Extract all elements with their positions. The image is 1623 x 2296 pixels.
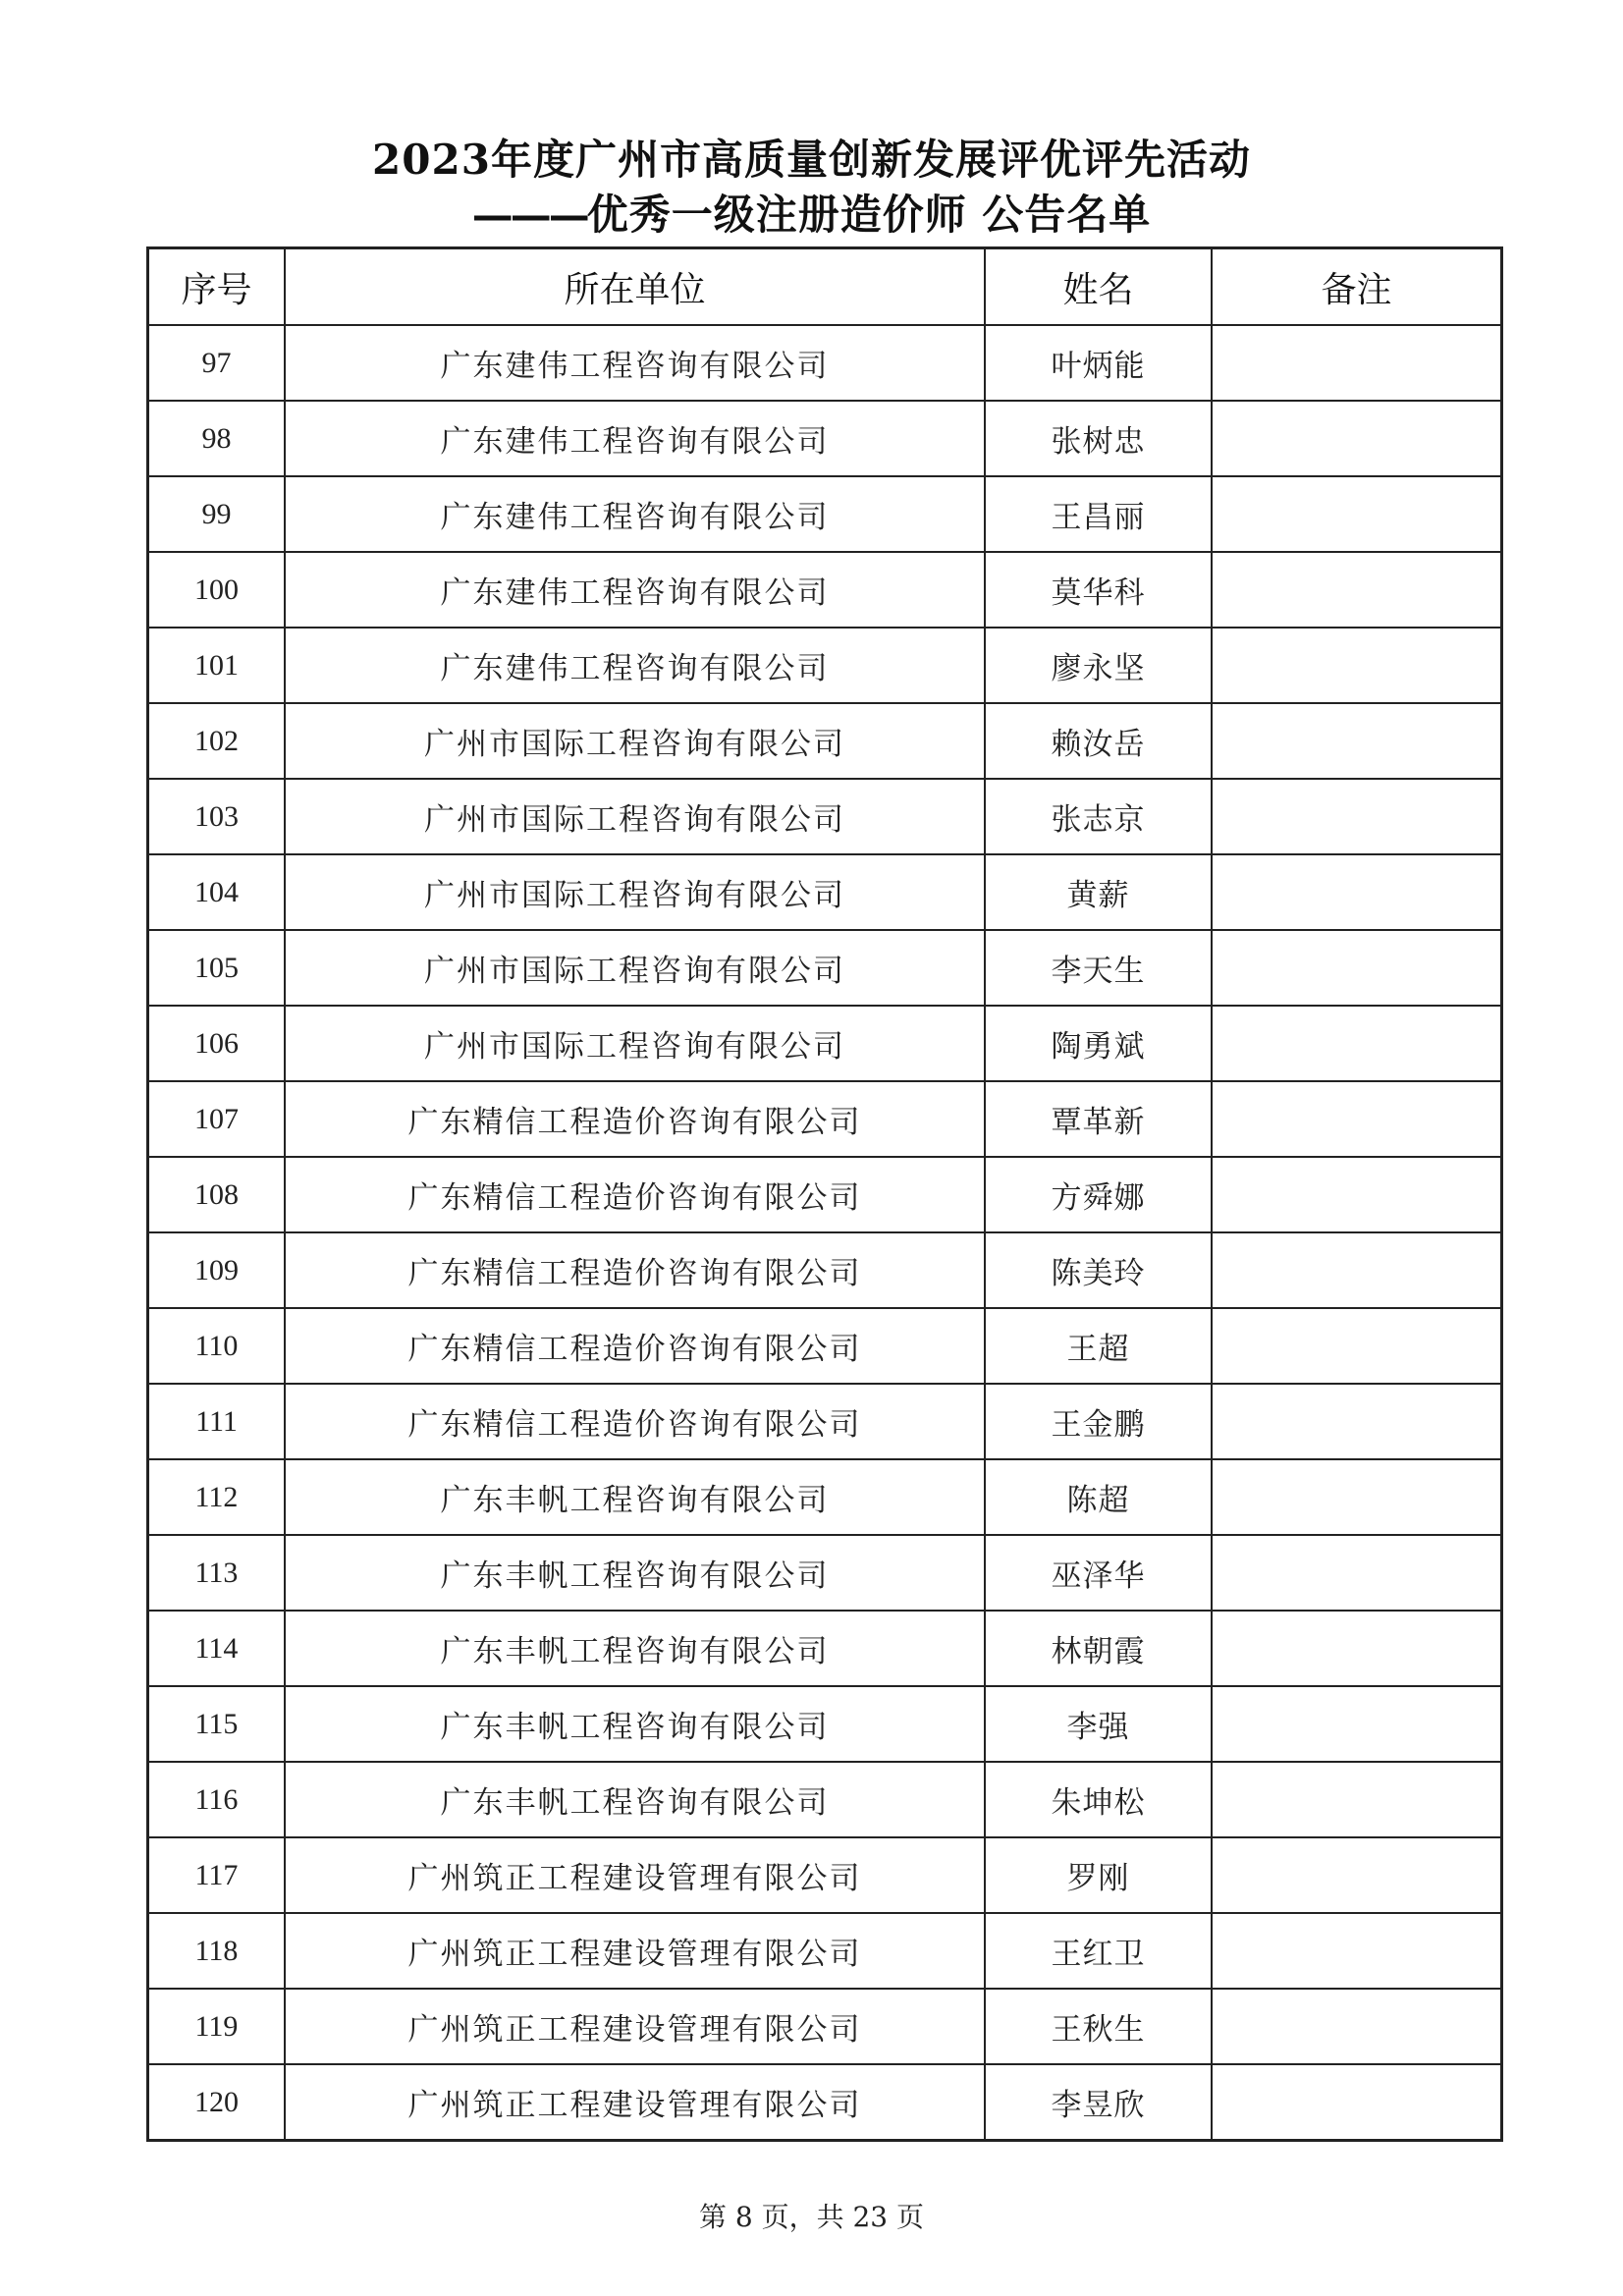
row-name: 陈超	[985, 1459, 1212, 1535]
table-header-row	[148, 248, 1501, 325]
row-name: 陶勇斌	[985, 1006, 1212, 1081]
table-row	[148, 1989, 1501, 2064]
row-note	[1212, 1535, 1501, 1611]
row-number: 108	[148, 1157, 285, 1232]
row-number: 97	[148, 325, 285, 401]
row-unit: 广东精信工程造价咨询有限公司	[285, 1384, 985, 1459]
table-row	[148, 1535, 1501, 1611]
row-note	[1212, 1157, 1501, 1232]
row-note	[1212, 1837, 1501, 1913]
row-name: 林朝霞	[985, 1611, 1212, 1686]
table-row	[148, 1157, 1501, 1232]
row-note	[1212, 1459, 1501, 1535]
page-footer	[0, 2196, 1623, 2235]
row-unit: 广州市国际工程咨询有限公司	[285, 779, 985, 854]
column-header-no: 序号	[148, 248, 285, 325]
table-row	[148, 779, 1501, 854]
row-unit: 广东建伟工程咨询有限公司	[285, 552, 985, 628]
row-name: 覃革新	[985, 1081, 1212, 1157]
row-name: 王超	[985, 1308, 1212, 1384]
row-note	[1212, 325, 1501, 401]
row-unit: 广州市国际工程咨询有限公司	[285, 930, 985, 1006]
row-note	[1212, 930, 1501, 1006]
row-number: 120	[148, 2064, 285, 2140]
table-body	[148, 325, 1501, 2140]
row-number: 117	[148, 1837, 285, 1913]
row-note	[1212, 1384, 1501, 1459]
table-row	[148, 401, 1501, 476]
row-unit: 广东精信工程造价咨询有限公司	[285, 1081, 985, 1157]
row-name: 方舜娜	[985, 1157, 1212, 1232]
table-row	[148, 1232, 1501, 1308]
row-number: 105	[148, 930, 285, 1006]
table-row	[148, 1762, 1501, 1837]
document-title: 2023年度广州市高质量创新发展评优评先活动	[372, 136, 1251, 184]
row-number: 101	[148, 628, 285, 703]
row-unit: 广东建伟工程咨询有限公司	[285, 401, 985, 476]
row-number: 107	[148, 1081, 285, 1157]
row-number: 100	[148, 552, 285, 628]
subtitle-text: 优秀一级注册造价师 公告名单	[586, 191, 1152, 239]
row-number: 116	[148, 1762, 285, 1837]
table-row	[148, 1384, 1501, 1459]
row-unit: 广东精信工程造价咨询有限公司	[285, 1157, 985, 1232]
row-name: 朱坤松	[985, 1762, 1212, 1837]
row-name: 李强	[985, 1686, 1212, 1762]
row-number: 114	[148, 1611, 285, 1686]
table-row	[148, 1006, 1501, 1081]
row-name: 王金鹏	[985, 1384, 1212, 1459]
row-unit: 广州市国际工程咨询有限公司	[285, 703, 985, 779]
row-note	[1212, 1686, 1501, 1762]
row-note	[1212, 1989, 1501, 2064]
row-unit: 广州市国际工程咨询有限公司	[285, 854, 985, 930]
row-note	[1212, 1913, 1501, 1989]
table-row	[148, 703, 1501, 779]
table-row	[148, 1459, 1501, 1535]
row-note	[1212, 1762, 1501, 1837]
row-unit: 广东建伟工程咨询有限公司	[285, 325, 985, 401]
title-dash: ———	[471, 191, 587, 239]
row-unit: 广州市国际工程咨询有限公司	[285, 1006, 985, 1081]
table-row	[148, 1686, 1501, 1762]
row-number: 103	[148, 779, 285, 854]
row-unit: 广州筑正工程建设管理有限公司	[285, 1837, 985, 1913]
column-header-note: 备注	[1212, 248, 1501, 325]
row-number: 115	[148, 1686, 285, 1762]
column-header-unit: 所在单位	[285, 248, 985, 325]
row-note	[1212, 628, 1501, 703]
row-number: 106	[148, 1006, 285, 1081]
row-unit: 广东建伟工程咨询有限公司	[285, 476, 985, 552]
document-subtitle	[0, 183, 1623, 242]
row-name: 王秋生	[985, 1989, 1212, 2064]
row-number: 111	[148, 1384, 285, 1459]
row-name: 陈美玲	[985, 1232, 1212, 1308]
row-note	[1212, 401, 1501, 476]
page-number: 第 8 页，共 23 页	[698, 2201, 925, 2233]
row-name: 李天生	[985, 930, 1212, 1006]
row-number: 112	[148, 1459, 285, 1535]
row-note	[1212, 854, 1501, 930]
row-unit: 广东丰帆工程咨询有限公司	[285, 1686, 985, 1762]
table-row	[148, 2064, 1501, 2140]
row-unit: 广州筑正工程建设管理有限公司	[285, 1913, 985, 1989]
row-number: 118	[148, 1913, 285, 1989]
row-number: 99	[148, 476, 285, 552]
table-row	[148, 476, 1501, 552]
row-note	[1212, 1611, 1501, 1686]
row-unit: 广东丰帆工程咨询有限公司	[285, 1611, 985, 1686]
row-number: 102	[148, 703, 285, 779]
table-row	[148, 1308, 1501, 1384]
column-header-name: 姓名	[985, 248, 1212, 325]
table-row	[148, 1081, 1501, 1157]
table-row	[148, 628, 1501, 703]
row-name: 张志京	[985, 779, 1212, 854]
row-unit: 广东丰帆工程咨询有限公司	[285, 1459, 985, 1535]
row-unit: 广东建伟工程咨询有限公司	[285, 628, 985, 703]
row-number: 109	[148, 1232, 285, 1308]
row-note	[1212, 552, 1501, 628]
table-row	[148, 1913, 1501, 1989]
row-note	[1212, 476, 1501, 552]
row-number: 119	[148, 1989, 285, 2064]
row-name: 叶炳能	[985, 325, 1212, 401]
row-name: 廖永坚	[985, 628, 1212, 703]
row-number: 104	[148, 854, 285, 930]
row-unit: 广州筑正工程建设管理有限公司	[285, 1989, 985, 2064]
row-name: 黄薪	[985, 854, 1212, 930]
row-name: 王红卫	[985, 1913, 1212, 1989]
row-name: 李昱欣	[985, 2064, 1212, 2140]
table-row	[148, 854, 1501, 930]
table-row	[148, 552, 1501, 628]
row-note	[1212, 1081, 1501, 1157]
row-number: 98	[148, 401, 285, 476]
row-unit: 广东精信工程造价咨询有限公司	[285, 1308, 985, 1384]
row-unit: 广东丰帆工程咨询有限公司	[285, 1762, 985, 1837]
row-note	[1212, 2064, 1501, 2140]
row-name: 巫泽华	[985, 1535, 1212, 1611]
row-unit: 广东丰帆工程咨询有限公司	[285, 1535, 985, 1611]
row-note	[1212, 779, 1501, 854]
row-note	[1212, 1308, 1501, 1384]
row-note	[1212, 703, 1501, 779]
row-note	[1212, 1232, 1501, 1308]
table-row	[148, 930, 1501, 1006]
table-row	[148, 325, 1501, 401]
row-name: 赖汝岳	[985, 703, 1212, 779]
row-unit: 广州筑正工程建设管理有限公司	[285, 2064, 985, 2140]
row-unit: 广东精信工程造价咨询有限公司	[285, 1232, 985, 1308]
table-row	[148, 1837, 1501, 1913]
table-row	[148, 1611, 1501, 1686]
row-number: 110	[148, 1308, 285, 1384]
row-number: 113	[148, 1535, 285, 1611]
row-name: 张树忠	[985, 401, 1212, 476]
row-name: 莫华科	[985, 552, 1212, 628]
row-name: 罗刚	[985, 1837, 1212, 1913]
roster-table	[147, 247, 1502, 2141]
row-note	[1212, 1006, 1501, 1081]
row-name: 王昌丽	[985, 476, 1212, 552]
